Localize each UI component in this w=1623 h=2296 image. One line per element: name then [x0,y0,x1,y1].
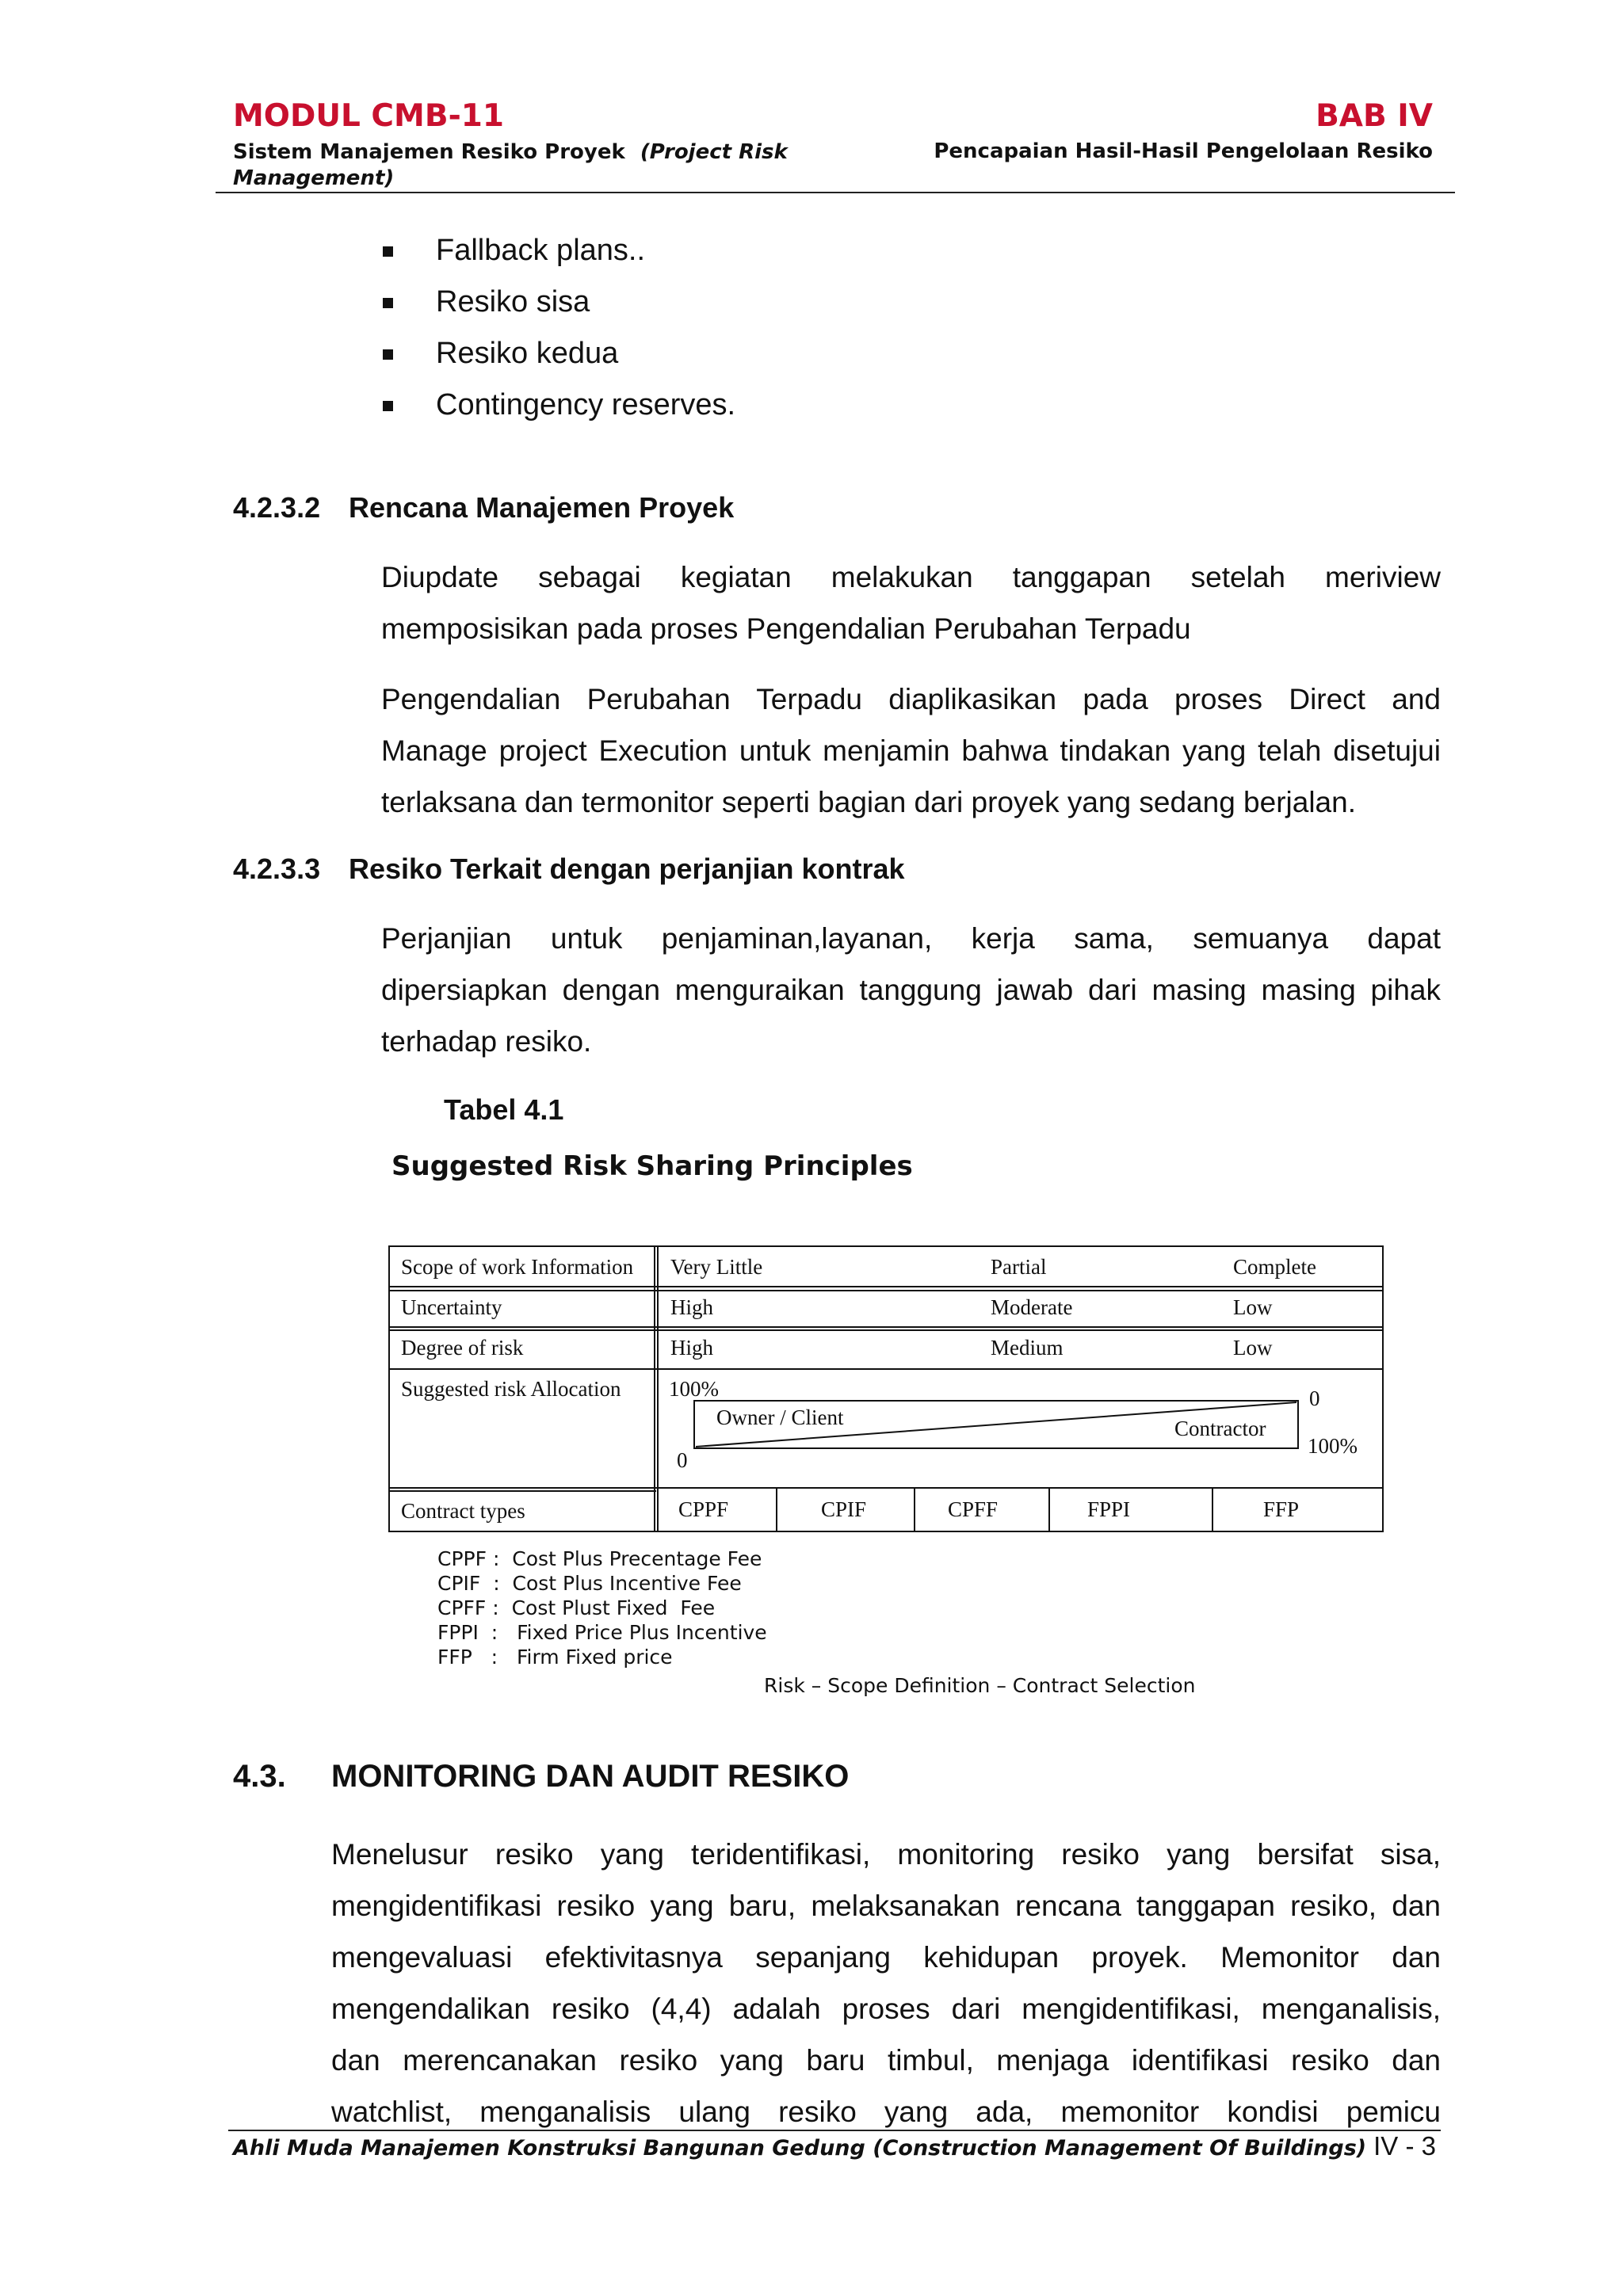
paragraph [381,673,1441,828]
footer-text: Ahli Muda Manajemen Konstruksi Bangunan Gedung (Construction Management Of Buildings) [233,2136,1367,2161]
contract-type: FFP [1263,1497,1300,1521]
paragraph-line: mengendalikan resiko (4,4) adalah proses dari mengidentifikasi, menganalisis, [331,1993,1441,2025]
cell-low: Low [1233,1295,1273,1319]
paragraph [331,1829,1441,2138]
legend-item: CPPF : Cost Plus Precentage Fee [437,1547,762,1570]
module-subtitle-main: Sistem Manajemen Resiko Proyek [233,140,625,164]
row-label-degree: Degree of risk [401,1336,524,1360]
allocation-bottom-right: 100% [1308,1434,1358,1458]
legend-item: FPPI : Fixed Price Plus Incentive [437,1621,767,1644]
section-title: MONITORING DAN AUDIT RESIKO [331,1759,850,1794]
footer-rule [228,2130,1441,2131]
paragraph-line: Diupdate sebagai kegiatan melakukan tanggapan setelah meriview [381,561,1441,593]
legend-caption: Risk – Scope Definition – Contract Selection [764,1674,1196,1697]
row-label-scope: Scope of work Information [401,1255,634,1279]
row-label-contract: Contract types [401,1499,525,1523]
paragraph-line: Manage project Execution untuk menjamin bahwa tindakan yang telah disetujui [381,734,1441,767]
list-item: Contingency reserves. [379,383,735,434]
allocation-top-right: 0 [1309,1386,1320,1410]
paragraph-line: watchlist, menganalisis ulang resiko yang ada, memonitor kondisi pemicu [331,2096,1441,2128]
module-subtitle [233,139,788,192]
cell-moderate: Moderate [991,1295,1073,1319]
section-heading-4233 [233,852,905,886]
row-label-allocation: Suggested risk Allocation [401,1377,621,1401]
allocation-contractor: Contractor [1174,1417,1266,1440]
contract-type: FPPI [1087,1497,1131,1521]
section-number: 4.2.3.2 [233,491,321,524]
section-title: Rencana Manajemen Proyek [349,491,735,524]
module-subtitle-italic-1: (Project Risk [640,140,788,164]
paragraph-line: Pengendalian Perubahan Terpadu diaplikasikan pada proses Direct and [381,683,1441,715]
paragraph [381,913,1441,1067]
list-item: Resiko sisa [379,280,735,331]
paragraph-line: Perjanjian untuk penjaminan,layanan, kerja sama, semuanya dapat [381,922,1441,955]
module-title: MODUL CMB-11 [233,98,505,134]
section-number: 4.3. [233,1759,286,1794]
risk-sharing-table [388,1245,1384,1532]
cell-high: High [670,1295,713,1319]
section-heading-43 [233,1759,849,1794]
contract-type: CPFF [948,1497,999,1521]
table-label: Tabel 4.1 [444,1093,564,1126]
contract-type: CPPF [678,1497,729,1521]
module-subtitle-italic-2: Management) [233,166,395,190]
legend-item: CPFF : Cost Plust Fixed Fee [437,1596,716,1619]
abbreviation-legend [437,1547,767,1669]
legend-item: CPIF : Cost Plus Incentive Fee [437,1572,742,1595]
cell-low: Low [1233,1336,1273,1360]
chapter-title: BAB IV [1316,98,1433,134]
section-title: Resiko Terkait dengan perjanjian kontrak [349,852,905,885]
paragraph-line: mengevaluasi efektivitasnya sepanjang kehidupan proyek. Memonitor dan [331,1941,1441,1974]
page-number: IV - 3 [1373,2131,1436,2161]
cell-partial: Partial [991,1255,1047,1279]
section-number: 4.2.3.3 [233,852,321,885]
cell-complete: Complete [1233,1255,1316,1279]
section-heading-4232 [233,491,734,524]
paragraph-line: memposisikan pada proses Pengendalian Perubahan Terpadu [381,612,1191,645]
allocation-owner: Owner / Client [716,1405,844,1429]
paragraph-line: terhadap resiko. [381,1025,592,1058]
paragraph-line: mengidentifikasi resiko yang baru, melaksanakan rencana tanggapan resiko, dan [331,1890,1441,1922]
row-label-uncertainty: Uncertainty [401,1295,502,1319]
paragraph-line: Menelusur resiko yang teridentifikasi, monitoring resiko yang bersifat sisa, [331,1838,1441,1871]
paragraph-line: dan merencanakan resiko yang baru timbul, menjaga identifikasi resiko dan [331,2044,1441,2077]
cell-very-little: Very Little [670,1255,763,1279]
header-rule [216,192,1455,193]
paragraph-line: terlaksana dan termonitor seperti bagian dari proyek yang sedang berjalan. [381,786,1356,818]
chapter-subtitle: Pencapaian Hasil-Hasil Pengelolaan Resiko [934,139,1433,163]
allocation-top-left: 100% [669,1377,719,1401]
allocation-bottom-left: 0 [677,1448,688,1472]
cell-high: High [670,1336,713,1360]
bullet-list [379,228,735,434]
list-item: Fallback plans.. [379,228,735,280]
paragraph-line: dipersiapkan dengan menguraikan tanggung jawab dari masing masing pihak [381,974,1441,1006]
contract-type: CPIF [821,1497,867,1521]
legend-item: FFP : Firm Fixed price [437,1646,673,1669]
table-title: Suggested Risk Sharing Principles [391,1150,913,1182]
list-item: Resiko kedua [379,331,735,383]
paragraph [381,551,1441,654]
cell-medium: Medium [991,1336,1064,1360]
